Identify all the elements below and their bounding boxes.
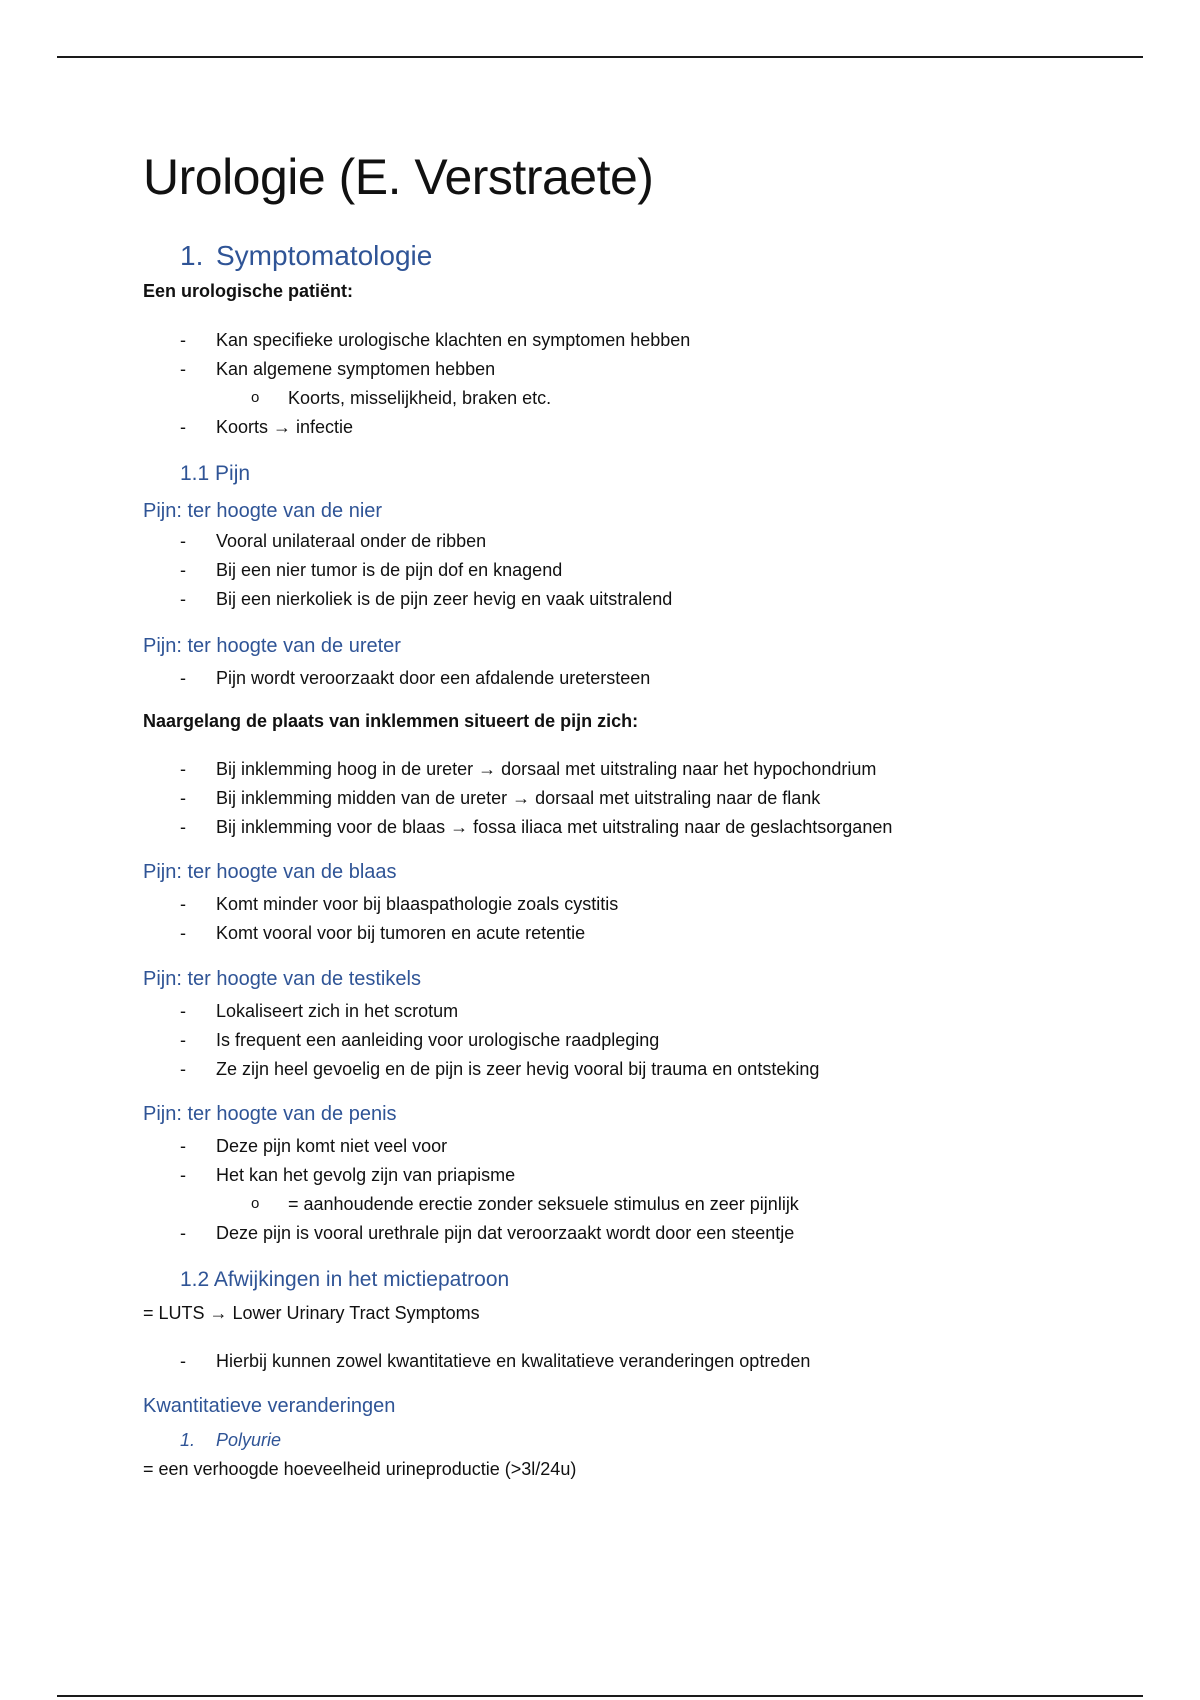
heading-pijn-penis: Pijn: ter hoogte van de penis — [143, 1103, 397, 1125]
bullet-dash: - — [180, 759, 186, 779]
bullet-dash: - — [180, 1165, 186, 1185]
bullet-dash: - — [180, 1001, 186, 1021]
bullet-dash: - — [180, 589, 186, 609]
item-title: Polyurie — [216, 1430, 282, 1450]
bullet-circle: o — [251, 389, 260, 406]
bullet-dash: - — [180, 531, 186, 551]
heading-pijn-nier: Pijn: ter hoogte van de nier — [143, 500, 383, 522]
bullet-dash: - — [180, 923, 186, 943]
subsection-heading-mictiepatroon: 1.2 Afwijkingen in het mictiepatroon — [180, 1268, 510, 1291]
bullet-circle: o — [251, 1195, 260, 1212]
item-number: 1. — [180, 1430, 196, 1450]
ureter-bold-line: Naargelang de plaats van inklemmen situeert de pijn zich: — [143, 711, 639, 731]
bullet-dash: - — [180, 668, 186, 688]
heading-kwantitatieve: Kwantitatieve veranderingen — [143, 1395, 396, 1417]
section-heading-symptomatologie — [180, 240, 432, 272]
bullet-dash: - — [180, 1223, 186, 1243]
bullet-dash: - — [180, 330, 186, 350]
bullet-dash: - — [180, 894, 186, 914]
page-title: Urologie (E. Verstraete) — [143, 149, 654, 205]
bullet-dash: - — [180, 1059, 186, 1079]
heading-pijn-ureter: Pijn: ter hoogte van de ureter — [143, 635, 401, 657]
section-number: 1. — [180, 240, 204, 271]
bottom-rule — [57, 1695, 1143, 1697]
heading-pijn-blaas: Pijn: ter hoogte van de blaas — [143, 861, 397, 883]
section-title: Symptomatologie — [216, 240, 433, 271]
polyurie-definition: = een verhoogde hoeveelheid urineproductie (>3l/24u) — [143, 1459, 577, 1479]
heading-pijn-testikels: Pijn: ter hoogte van de testikels — [143, 968, 421, 990]
bullet-dash: - — [180, 1030, 186, 1050]
luts-line: = LUTS → Lower Urinary Tract Symptoms — [143, 1303, 480, 1323]
bullet-dash: - — [180, 1351, 186, 1371]
bullet-dash: - — [180, 560, 186, 580]
bullet-dash: - — [180, 417, 186, 437]
intro-bold-line: Een urologische patiënt: — [143, 281, 354, 301]
heading-polyurie — [180, 1430, 281, 1451]
subsection-heading-pijn: 1.1 Pijn — [180, 462, 251, 485]
bullet-dash: - — [180, 359, 186, 379]
bullet-dash: - — [180, 817, 186, 837]
bullet-dash: - — [180, 788, 186, 808]
bullet-dash: - — [180, 1136, 186, 1156]
top-rule — [57, 56, 1143, 58]
